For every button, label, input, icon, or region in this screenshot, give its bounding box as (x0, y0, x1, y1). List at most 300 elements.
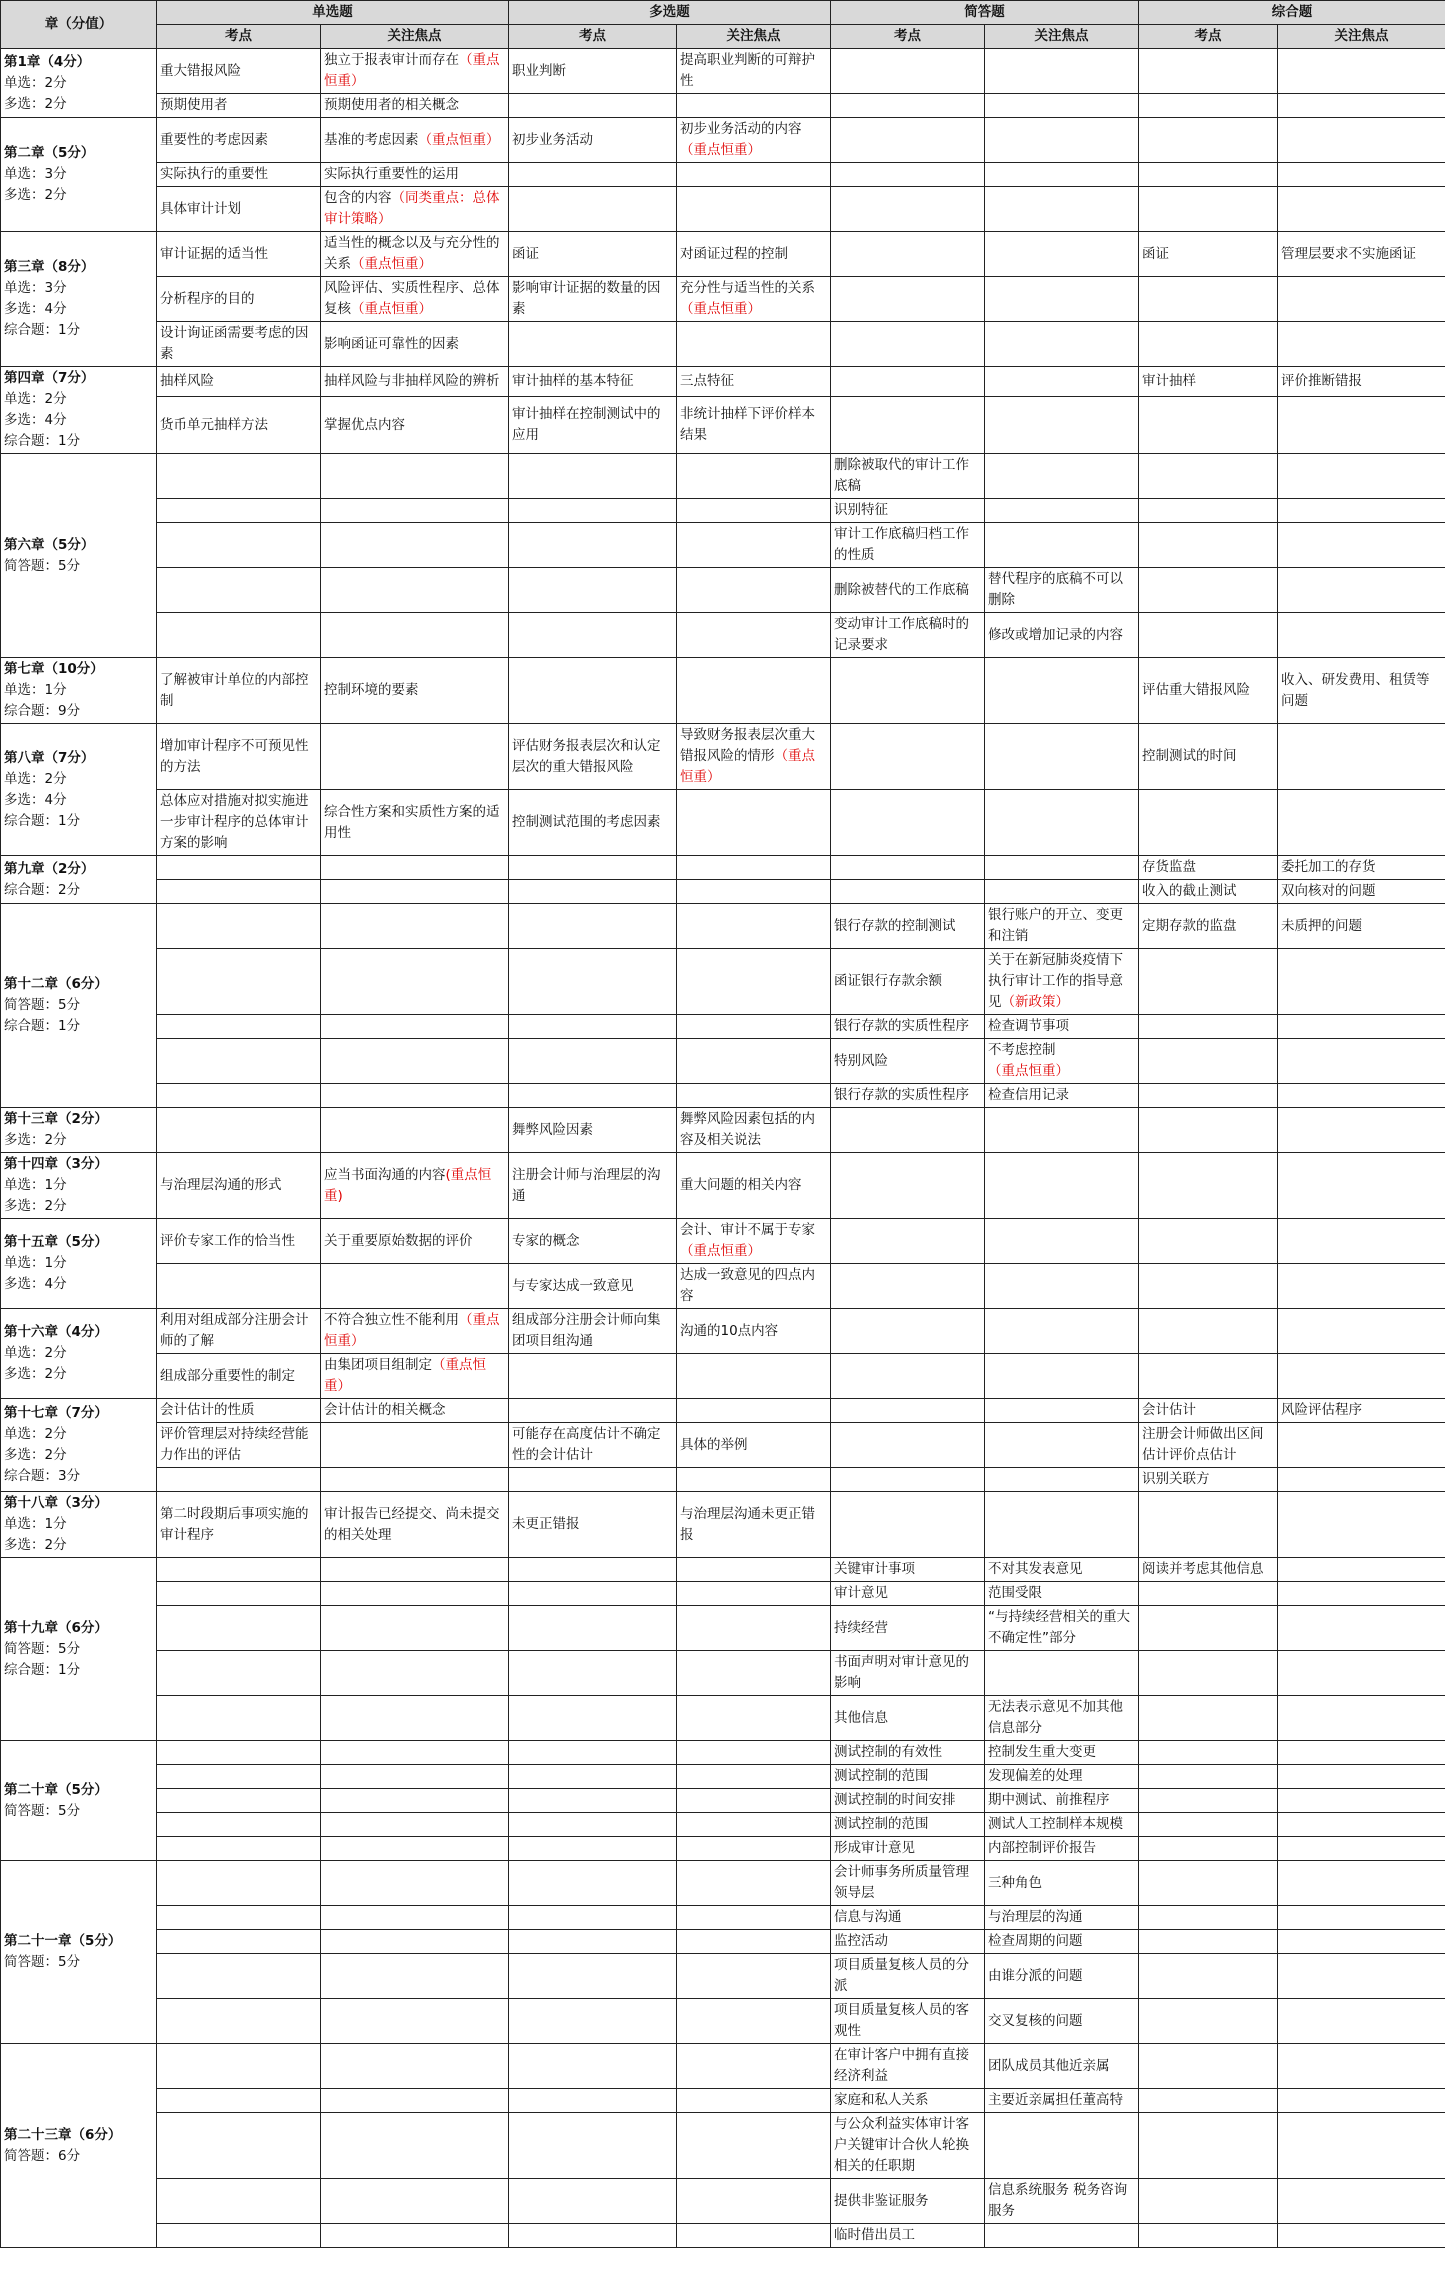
cell-short-topic (831, 1930, 985, 1954)
cell-text: 函证 (1142, 245, 1169, 262)
cell-single-focus (321, 277, 509, 322)
cell-comp-topic (1139, 1354, 1278, 1399)
cell-text: 委托加工的存货 (1281, 859, 1376, 875)
cell-comp-focus (1278, 1999, 1445, 2044)
group-header-comprehensive: 综合题 (1139, 1, 1445, 25)
cell-single-focus (321, 1399, 509, 1423)
chapter-score-line: 多选：2分 (4, 1447, 67, 1463)
cell-single-focus (321, 2044, 509, 2089)
table-row (1, 1765, 1445, 1789)
cell-comp-topic (1139, 949, 1278, 1015)
cell-text: 与治理层的沟通 (988, 1909, 1083, 1925)
cell-text: 发现偏差的处理 (988, 1768, 1083, 1784)
cell-text: 实际执行重要性的运用 (324, 166, 459, 182)
cell-multi-focus (677, 1399, 831, 1423)
cell-short-focus (985, 568, 1139, 613)
cell-multi-topic (509, 1039, 677, 1084)
cell-text: 审计意见 (834, 1585, 888, 1601)
cell-single-focus (321, 724, 509, 790)
cell-text: 组成部分注册会计师向集团项目组沟通 (512, 1312, 661, 1349)
cell-text: 总体应对措施对拟实施进一步审计程序的总体审计方案的影响 (160, 793, 309, 851)
cell-text: 银行存款的实质性程序 (834, 1087, 969, 1103)
chapter-score-line: 多选：2分 (4, 1366, 67, 1382)
cell-short-topic (831, 1423, 985, 1468)
chapter-score-line: 多选：2分 (4, 1132, 67, 1148)
cell-comp-focus (1278, 94, 1445, 118)
cell-single-topic (157, 454, 321, 499)
cell-short-focus (985, 187, 1139, 232)
cell-short-topic (831, 454, 985, 499)
chapter-cell (1, 49, 157, 118)
cell-text: 检查周期的问题 (988, 1933, 1083, 1949)
cell-short-focus (985, 1264, 1139, 1309)
chapter-score-line: 简答题：5分 (4, 997, 81, 1013)
cell-short-topic (831, 2113, 985, 2179)
cell-multi-focus (677, 1741, 831, 1765)
cell-multi-focus (677, 1039, 831, 1084)
cell-multi-topic (509, 790, 677, 856)
highlight-note: （重点恒重） (351, 301, 432, 317)
cell-multi-topic (509, 49, 677, 94)
cell-single-focus (321, 613, 509, 658)
cell-comp-topic (1139, 1084, 1278, 1108)
cell-single-topic (157, 1696, 321, 1741)
cell-text: 与专家达成一致意见 (512, 1277, 634, 1294)
chapter-cell (1, 367, 157, 454)
cell-short-topic (831, 1039, 985, 1084)
cell-text: 银行存款的控制测试 (834, 917, 956, 934)
cell-multi-topic (509, 1219, 677, 1264)
cell-multi-topic (509, 1153, 677, 1219)
cell-comp-topic (1139, 880, 1278, 904)
cell-comp-topic (1139, 1423, 1278, 1468)
table-row (1, 1813, 1445, 1837)
cell-text: 可能存在高度估计不确定性的会计估计 (512, 1426, 661, 1463)
cell-text: 评价推断错报 (1281, 373, 1362, 390)
highlight-note: （同类重点：总体审计策略） (324, 190, 500, 227)
cell-multi-topic (509, 1423, 677, 1468)
cell-multi-topic (509, 523, 677, 568)
chapter-cell (1, 1861, 157, 2044)
chapter-score-line: 单选：2分 (4, 1426, 67, 1442)
chapter-score-line: 综合题：1分 (4, 1018, 81, 1034)
cell-multi-focus (677, 949, 831, 1015)
cell-comp-focus (1278, 1153, 1445, 1219)
table-row (1, 1930, 1445, 1954)
cell-comp-focus (1278, 1789, 1445, 1813)
cell-comp-focus (1278, 658, 1445, 724)
cell-single-topic (157, 1765, 321, 1789)
cell-short-focus (985, 1468, 1139, 1492)
cell-text: 重大问题的相关内容 (680, 1177, 802, 1193)
cell-comp-topic (1139, 1765, 1278, 1789)
chapter-column-header: 章（分值） (1, 1, 157, 49)
cell-single-topic (157, 2113, 321, 2179)
cell-short-topic (831, 1582, 985, 1606)
cell-multi-focus (677, 856, 831, 880)
cell-text: 应当书面沟通的内容 (324, 1166, 446, 1183)
highlight-note: （重点恒重） (351, 256, 432, 272)
cell-single-topic (157, 1015, 321, 1039)
cell-short-focus (985, 1765, 1139, 1789)
cell-single-topic (157, 856, 321, 880)
cell-multi-topic (509, 1906, 677, 1930)
cell-short-focus (985, 856, 1139, 880)
chapter-cell (1, 1399, 157, 1492)
cell-single-focus (321, 1015, 509, 1039)
chapter-title: 第八章（7分） (4, 749, 95, 766)
cell-short-topic (831, 499, 985, 523)
cell-single-focus (321, 2113, 509, 2179)
cell-multi-topic (509, 2224, 677, 2248)
cell-text: 与治理层沟通的形式 (160, 1177, 282, 1193)
cell-single-topic (157, 2089, 321, 2113)
cell-text: 由谁分派的问题 (988, 1967, 1083, 1984)
cell-short-focus (985, 322, 1139, 367)
cell-single-topic (157, 1558, 321, 1582)
cell-multi-topic (509, 949, 677, 1015)
cell-single-topic (157, 322, 321, 367)
cell-single-focus (321, 523, 509, 568)
cell-multi-topic (509, 1015, 677, 1039)
cell-comp-focus (1278, 2044, 1445, 2089)
cell-comp-focus (1278, 1741, 1445, 1765)
cell-short-focus (985, 2224, 1139, 2248)
cell-text: 控制测试范围的考虑因素 (512, 814, 661, 830)
chapter-score-line: 综合题：1分 (4, 433, 81, 449)
chapter-score-line: 简答题：5分 (4, 557, 81, 574)
cell-multi-topic (509, 1309, 677, 1354)
cell-text: 替代程序的底稿不可以删除 (988, 571, 1123, 608)
chapter-score-line: 简答题：5分 (4, 1802, 81, 1819)
cell-text: 影响函证可靠性的因素 (324, 335, 459, 352)
cell-single-topic (157, 2044, 321, 2089)
cell-comp-topic (1139, 1492, 1278, 1558)
cell-comp-focus (1278, 1954, 1445, 1999)
cell-text: 收入的截止测试 (1142, 883, 1237, 899)
cell-short-topic (831, 397, 985, 454)
cell-multi-focus (677, 322, 831, 367)
table-body (1, 49, 1445, 2248)
cell-short-focus (985, 277, 1139, 322)
table-row (1, 1696, 1445, 1741)
cell-text: 书面声明对审计意见的影响 (834, 1654, 969, 1691)
cell-multi-focus (677, 2089, 831, 2113)
chapter-title: 第九章（2分） (4, 860, 95, 877)
cell-text: 在审计客户中拥有直接经济利益 (834, 2047, 969, 2084)
cell-text: 检查调节事项 (988, 1018, 1069, 1034)
cell-short-focus (985, 613, 1139, 658)
cell-text: 掌握优点内容 (324, 416, 405, 433)
cell-single-topic (157, 904, 321, 949)
cell-comp-focus (1278, 1219, 1445, 1264)
cell-multi-focus (677, 397, 831, 454)
cell-comp-focus (1278, 232, 1445, 277)
cell-single-topic (157, 1906, 321, 1930)
cell-short-focus (985, 397, 1139, 454)
cell-single-focus (321, 2179, 509, 2224)
cell-multi-focus (677, 613, 831, 658)
cell-text: 实际执行的重要性 (160, 166, 268, 182)
table-row (1, 1837, 1445, 1861)
table-row (1, 322, 1445, 367)
cell-single-focus (321, 1219, 509, 1264)
cell-comp-topic (1139, 1309, 1278, 1354)
table-row (1, 397, 1445, 454)
cell-comp-focus (1278, 568, 1445, 613)
cell-text: 设计询证函需要考虑的因素 (160, 325, 309, 362)
cell-single-topic (157, 49, 321, 94)
chapter-title: 第二十一章（5分） (4, 1933, 122, 1949)
cell-short-topic (831, 880, 985, 904)
cell-text: 初步业务活动 (512, 131, 593, 148)
cell-multi-focus (677, 1696, 831, 1741)
chapter-cell (1, 118, 157, 232)
cell-text: 函证银行存款余额 (834, 973, 942, 989)
cell-multi-focus (677, 1813, 831, 1837)
cell-comp-focus (1278, 397, 1445, 454)
table-row (1, 1741, 1445, 1765)
chapter-score-line: 单选：2分 (4, 391, 67, 407)
cell-comp-focus (1278, 904, 1445, 949)
cell-comp-focus (1278, 613, 1445, 658)
cell-comp-topic (1139, 1930, 1278, 1954)
cell-text: 控制发生重大变更 (988, 1744, 1096, 1760)
cell-comp-topic (1139, 1741, 1278, 1765)
cell-text: 控制测试的时间 (1142, 748, 1237, 764)
cell-single-topic (157, 499, 321, 523)
cell-multi-focus (677, 904, 831, 949)
cell-single-topic (157, 187, 321, 232)
cell-multi-topic (509, 163, 677, 187)
cell-text: 包含的内容 (324, 190, 392, 206)
cell-text: 修改或增加记录的内容 (988, 626, 1123, 643)
cell-text: 基准的考虑因素 (324, 131, 419, 148)
cell-short-focus (985, 949, 1139, 1015)
cell-single-focus (321, 1582, 509, 1606)
chapter-score-line: 多选：4分 (4, 301, 67, 317)
cell-text: 删除被取代的审计工作底稿 (834, 457, 969, 494)
cell-short-focus (985, 1930, 1139, 1954)
cell-single-topic (157, 724, 321, 790)
cell-text: 家庭和私人关系 (834, 2092, 929, 2108)
cell-short-focus (985, 2044, 1139, 2089)
cell-multi-topic (509, 1264, 677, 1309)
cell-text: 舞弊风险因素 (512, 1121, 593, 1138)
cell-short-focus (985, 1813, 1139, 1837)
cell-short-focus (985, 1354, 1139, 1399)
cell-comp-topic (1139, 1999, 1278, 2044)
table-row (1, 568, 1445, 613)
cell-text: 不对其发表意见 (988, 1561, 1083, 1577)
cell-multi-focus (677, 658, 831, 724)
cell-multi-topic (509, 1765, 677, 1789)
cell-text: 识别特征 (834, 502, 888, 518)
cell-multi-topic (509, 1837, 677, 1861)
cell-comp-topic (1139, 397, 1278, 454)
chapter-score-line: 单选：1分 (4, 1516, 67, 1532)
chapter-title: 第四章（7分） (4, 370, 95, 386)
cell-single-focus (321, 1651, 509, 1696)
cell-text: 增加审计程序不可预见性的方法 (160, 737, 309, 775)
cell-text: 达成一致意见的四点内容 (680, 1267, 815, 1304)
cell-single-focus (321, 904, 509, 949)
cell-text: 交叉复核的问题 (988, 2012, 1083, 2029)
cell-short-topic (831, 1696, 985, 1741)
table-row (1, 1906, 1445, 1930)
cell-text: 评价管理层对持续经营能力作出的评估 (160, 1426, 309, 1463)
cell-text: 第二时段期后事项实施的审计程序 (160, 1505, 309, 1543)
cell-short-topic (831, 1789, 985, 1813)
cell-multi-topic (509, 1954, 677, 1999)
table-row (1, 1492, 1445, 1558)
cell-single-focus (321, 397, 509, 454)
table-row (1, 724, 1445, 790)
highlight-note: （重点恒重） (324, 1357, 486, 1394)
cell-comp-focus (1278, 1837, 1445, 1861)
chapter-title: 第十九章（6分） (4, 1619, 108, 1636)
cell-single-focus (321, 454, 509, 499)
cell-text: 由集团项目组制定 (324, 1357, 432, 1373)
cell-comp-focus (1278, 1906, 1445, 1930)
chapter-cell (1, 658, 157, 724)
cell-comp-focus (1278, 1423, 1445, 1468)
cell-text: 未更正错报 (512, 1516, 580, 1532)
cell-comp-focus (1278, 499, 1445, 523)
chapter-score-line: 单选：3分 (4, 166, 67, 182)
cell-multi-topic (509, 658, 677, 724)
cell-comp-topic (1139, 1015, 1278, 1039)
cell-text: 删除被替代的工作底稿 (834, 581, 969, 598)
cell-short-topic (831, 1861, 985, 1906)
cell-single-topic (157, 1423, 321, 1468)
cell-comp-topic (1139, 1906, 1278, 1930)
cell-single-focus (321, 568, 509, 613)
table-row (1, 187, 1445, 232)
cell-multi-focus (677, 1354, 831, 1399)
cell-short-focus (985, 1861, 1139, 1906)
cell-text: 注册会计师与治理层的沟通 (512, 1166, 661, 1204)
cell-single-topic (157, 1582, 321, 1606)
cell-comp-focus (1278, 724, 1445, 790)
cell-text: 综合性方案和实质性方案的适用性 (324, 803, 500, 841)
cell-short-topic (831, 1558, 985, 1582)
cell-text: 充分性与适当性的关系 (680, 280, 815, 296)
cell-text: 评估重大错报风险 (1142, 682, 1250, 698)
cell-comp-focus (1278, 1861, 1445, 1906)
cell-text: 分析程序的目的 (160, 290, 255, 307)
cell-comp-topic (1139, 322, 1278, 367)
cell-text: 不符合独立性不能利用 (324, 1312, 459, 1328)
cell-text: 测试控制的范围 (834, 1768, 929, 1784)
chapter-title: 第1章（4分） (4, 53, 91, 70)
cell-text: 职业判断 (512, 62, 566, 79)
cell-text: 会计师事务所质量管理领导层 (834, 1864, 969, 1901)
table-row (1, 1423, 1445, 1468)
cell-comp-topic (1139, 1651, 1278, 1696)
cell-comp-topic (1139, 1399, 1278, 1423)
chapter-score-line: 单选：2分 (4, 74, 67, 91)
chapter-score-line: 单选：2分 (4, 770, 67, 787)
cell-single-topic (157, 1930, 321, 1954)
cell-text: 监控活动 (834, 1933, 888, 1949)
cell-multi-focus (677, 1999, 831, 2044)
cell-text: 提高职业判断的可辩护性 (680, 52, 815, 89)
cell-multi-topic (509, 1651, 677, 1696)
cell-text: 利用对组成部分注册会计师的了解 (160, 1312, 309, 1349)
cell-text: 三种角色 (988, 1874, 1042, 1891)
chapter-title: 第十五章（5分） (4, 1234, 108, 1250)
cell-multi-focus (677, 1423, 831, 1468)
cell-text: 了解被审计单位的内部控制 (160, 671, 309, 709)
table-row (1, 856, 1445, 880)
cell-multi-focus (677, 1108, 831, 1153)
cell-single-topic (157, 1084, 321, 1108)
cell-short-focus (985, 1108, 1139, 1153)
cell-multi-focus (677, 2044, 831, 2089)
cell-multi-topic (509, 1354, 677, 1399)
chapter-score-line: 单选：1分 (4, 1255, 67, 1271)
chapter-cell (1, 904, 157, 1108)
cell-comp-focus (1278, 1039, 1445, 1084)
cell-comp-focus (1278, 1399, 1445, 1423)
cell-multi-topic (509, 232, 677, 277)
cell-comp-topic (1139, 499, 1278, 523)
cell-multi-topic (509, 568, 677, 613)
cell-short-topic (831, 1813, 985, 1837)
chapter-title: 第二十章（5分） (4, 1781, 108, 1798)
cell-text: 预期使用者 (160, 97, 228, 113)
cell-multi-focus (677, 1765, 831, 1789)
cell-multi-topic (509, 1861, 677, 1906)
chapter-cell (1, 1219, 157, 1309)
cell-multi-focus (677, 1492, 831, 1558)
chapter-score-line: 综合题：3分 (4, 1468, 81, 1484)
cell-single-focus (321, 1492, 509, 1558)
cell-multi-topic (509, 94, 677, 118)
cell-multi-focus (677, 187, 831, 232)
cell-short-topic (831, 1153, 985, 1219)
cell-multi-focus (677, 1651, 831, 1696)
cell-short-focus (985, 2179, 1139, 2224)
cell-comp-topic (1139, 1606, 1278, 1651)
cell-short-focus (985, 1696, 1139, 1741)
cell-comp-topic (1139, 2224, 1278, 2248)
cell-text: 适当性的概念以及与充分性的关系 (324, 235, 500, 272)
cell-single-topic (157, 949, 321, 1015)
cell-short-topic (831, 613, 985, 658)
chapter-cell (1, 1309, 157, 1399)
chapter-cell (1, 454, 157, 658)
chapter-title: 第十八章（3分） (4, 1495, 108, 1511)
cell-comp-topic (1139, 1582, 1278, 1606)
cell-short-topic (831, 1606, 985, 1651)
chapter-score-line: 单选：1分 (4, 1177, 67, 1193)
cell-single-focus (321, 322, 509, 367)
cell-comp-focus (1278, 454, 1445, 499)
cell-multi-focus (677, 1558, 831, 1582)
cell-short-topic (831, 163, 985, 187)
cell-single-topic (157, 1354, 321, 1399)
cell-single-focus (321, 118, 509, 163)
cell-multi-topic (509, 397, 677, 454)
cell-text: 评价专家工作的恰当性 (160, 1232, 295, 1249)
table-row (1, 1582, 1445, 1606)
cell-comp-topic (1139, 1789, 1278, 1813)
cell-text: 具体审计计划 (160, 200, 241, 217)
cell-short-topic (831, 1399, 985, 1423)
group-header-single-choice: 单选题 (157, 1, 509, 25)
